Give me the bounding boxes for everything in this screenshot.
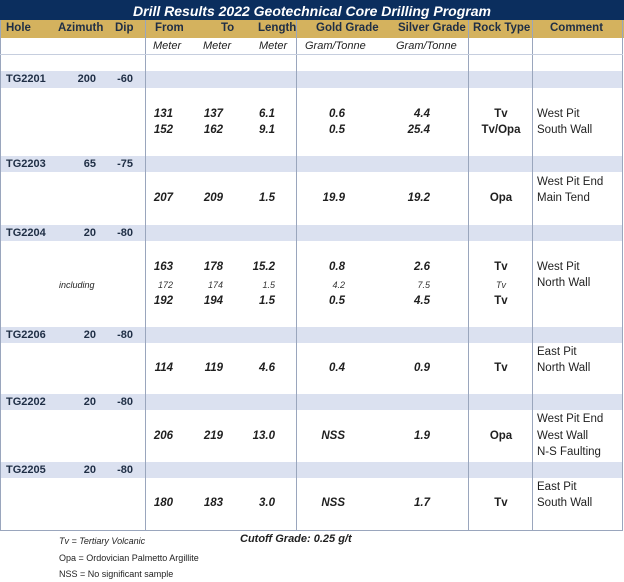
gold-value: NSS bbox=[321, 497, 345, 509]
length-value: 1.5 bbox=[259, 192, 275, 204]
from-value: 114 bbox=[154, 362, 173, 374]
comment-value: West Pit End bbox=[537, 176, 604, 188]
hole-id: TG2204 bbox=[6, 227, 46, 239]
length-value: 6.1 bbox=[259, 108, 275, 120]
hole-id: TG2201 bbox=[6, 73, 46, 85]
rock-type-value: Tv bbox=[494, 362, 508, 374]
comment-value: West Pit bbox=[537, 108, 580, 120]
silver-value: 25.4 bbox=[407, 124, 430, 136]
to-value: 162 bbox=[203, 124, 223, 136]
column-header-row bbox=[0, 20, 624, 38]
length-value: 15.2 bbox=[252, 261, 275, 273]
length-value: 9.1 bbox=[259, 124, 275, 136]
gold-value: 4.2 bbox=[332, 280, 345, 290]
hole-id: TG2205 bbox=[6, 464, 46, 476]
gold-value: 19.9 bbox=[322, 192, 345, 204]
from-value: 192 bbox=[153, 295, 173, 307]
header-gold-grade: Gold Grade bbox=[316, 22, 379, 34]
to-value: 209 bbox=[203, 192, 223, 204]
silver-value: 2.6 bbox=[414, 261, 430, 273]
length-value: 3.0 bbox=[259, 497, 275, 509]
comment-value: West Pit End bbox=[537, 413, 604, 425]
from-value: 172 bbox=[157, 280, 173, 290]
rock-type-value: Opa bbox=[489, 430, 513, 442]
silver-value: 7.5 bbox=[417, 280, 430, 290]
to-value: 194 bbox=[203, 295, 223, 307]
including-label: including bbox=[59, 280, 95, 290]
silver-value: 4.5 bbox=[414, 295, 430, 307]
rock-type-value: Tv bbox=[494, 295, 508, 307]
unit-length: Meter bbox=[259, 40, 288, 52]
rock-type-value: Tv bbox=[496, 280, 506, 290]
header-hole: Hole bbox=[6, 22, 31, 34]
gold-value: 0.8 bbox=[329, 261, 345, 273]
gold-value: 0.5 bbox=[329, 295, 345, 307]
silver-value: 4.4 bbox=[414, 108, 430, 120]
azimuth-value: 20 bbox=[83, 329, 96, 341]
comment-value: North Wall bbox=[537, 362, 591, 374]
hole-id: TG2206 bbox=[6, 329, 46, 341]
gold-value: 0.5 bbox=[329, 124, 345, 136]
from-value: 131 bbox=[153, 108, 173, 120]
dip-value: -80 bbox=[117, 329, 133, 341]
azimuth-value: 65 bbox=[83, 158, 96, 170]
to-value: 219 bbox=[203, 430, 223, 442]
length-value: 13.0 bbox=[252, 430, 275, 442]
dip-value: -60 bbox=[117, 73, 133, 85]
from-value: 207 bbox=[153, 192, 173, 204]
azimuth-value: 200 bbox=[77, 73, 96, 85]
unit-from: Meter bbox=[153, 40, 182, 52]
length-value: 1.5 bbox=[262, 280, 275, 290]
comment-value: East Pit bbox=[537, 481, 577, 493]
rock-type-value: Tv bbox=[494, 497, 508, 509]
footnote-nss: NSS = No significant sample bbox=[59, 569, 174, 579]
footnote-tv: Tv = Tertiary Volcanic bbox=[59, 536, 146, 546]
hole-id: TG2203 bbox=[6, 158, 46, 170]
from-value: 163 bbox=[153, 261, 173, 273]
dip-value: -80 bbox=[117, 227, 133, 239]
header-dip: Dip bbox=[115, 22, 134, 34]
header-length: Length bbox=[258, 22, 297, 34]
to-value: 178 bbox=[203, 261, 223, 273]
to-value: 137 bbox=[203, 108, 223, 120]
comment-value: East Pit bbox=[537, 346, 577, 358]
comment-value: West Wall bbox=[537, 430, 589, 442]
silver-value: 1.7 bbox=[414, 497, 430, 509]
rock-type-value: Opa bbox=[489, 192, 513, 204]
cutoff-grade: Cutoff Grade: 0.25 g/t bbox=[240, 533, 352, 545]
gold-value: 0.4 bbox=[329, 362, 345, 374]
gold-value: 0.6 bbox=[329, 108, 345, 120]
table-title: Drill Results 2022 Geotechnical Core Drilling Program bbox=[0, 0, 624, 22]
silver-value: 1.9 bbox=[414, 430, 430, 442]
units-row bbox=[0, 38, 624, 54]
silver-value: 0.9 bbox=[414, 362, 430, 374]
azimuth-value: 20 bbox=[83, 396, 96, 408]
footnote-opa: Opa = Ordovician Palmetto Argillite bbox=[59, 553, 199, 563]
header-azimuth: Azimuth bbox=[58, 22, 104, 34]
to-value: 183 bbox=[203, 497, 223, 509]
unit-gold: Gram/Tonne bbox=[305, 40, 366, 52]
comment-value: Main Tend bbox=[537, 192, 590, 204]
to-value: 119 bbox=[204, 362, 223, 374]
length-value: 4.6 bbox=[259, 362, 275, 374]
comment-value: N-S Faulting bbox=[537, 446, 601, 458]
header-rock-type: Rock Type bbox=[473, 22, 531, 34]
hole-id: TG2202 bbox=[6, 396, 46, 408]
to-value: 174 bbox=[207, 280, 223, 290]
from-value: 152 bbox=[153, 124, 173, 136]
header-to: To bbox=[221, 22, 235, 34]
dip-value: -75 bbox=[117, 158, 133, 170]
header-from: From bbox=[155, 22, 184, 34]
from-value: 206 bbox=[153, 430, 173, 442]
rock-type-value: Tv bbox=[494, 261, 508, 273]
comment-value: South Wall bbox=[537, 497, 593, 509]
unit-to: Meter bbox=[203, 40, 232, 52]
comment-value: North Wall bbox=[537, 277, 591, 289]
unit-silver: Gram/Tonne bbox=[396, 40, 457, 52]
gold-value: NSS bbox=[321, 430, 345, 442]
rock-type-value: Tv bbox=[494, 108, 508, 120]
dip-value: -80 bbox=[117, 396, 133, 408]
azimuth-value: 20 bbox=[83, 227, 96, 239]
dip-value: -80 bbox=[117, 464, 133, 476]
length-value: 1.5 bbox=[259, 295, 275, 307]
silver-value: 19.2 bbox=[407, 192, 430, 204]
comment-value: South Wall bbox=[537, 124, 593, 136]
header-silver-grade: Silver Grade bbox=[398, 22, 466, 34]
comment-value: West Pit bbox=[537, 261, 580, 273]
header-comment: Comment bbox=[550, 22, 604, 34]
from-value: 180 bbox=[153, 497, 173, 509]
rock-type-value: Tv/Opa bbox=[481, 124, 521, 136]
azimuth-value: 20 bbox=[83, 464, 96, 476]
